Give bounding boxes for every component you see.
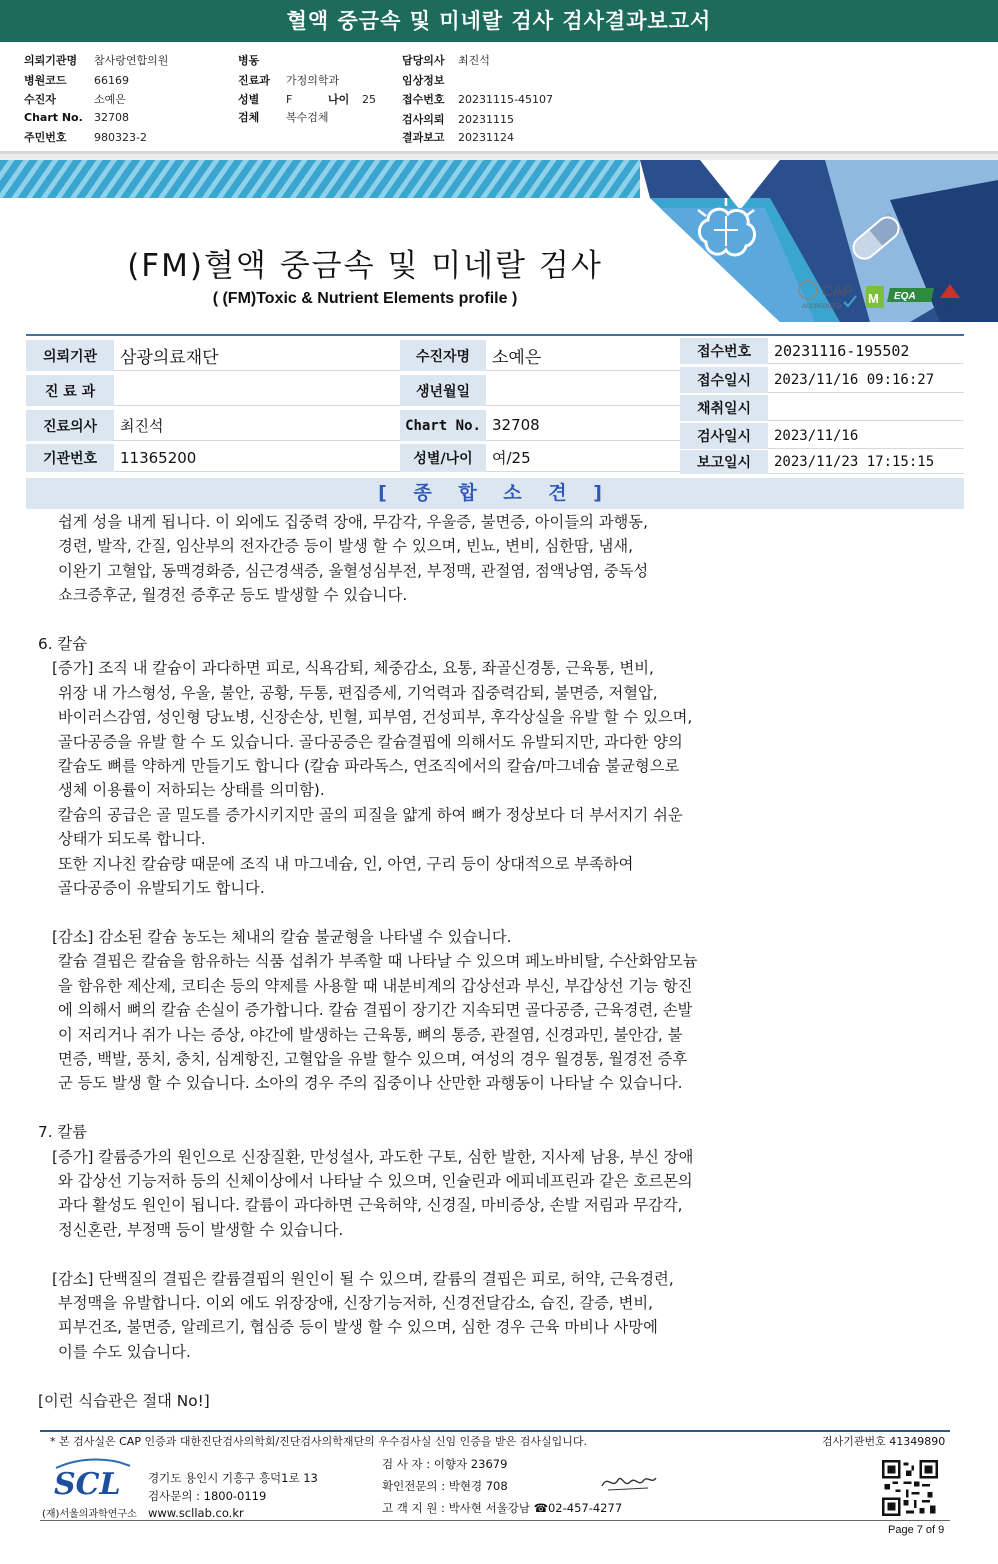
hospital-code-label: 병원코드 — [24, 74, 67, 87]
table-value-birthdate — [486, 375, 680, 406]
table-label-doctor: 진료의사 — [26, 410, 114, 441]
summary-header: [ 종 합 소 견 ] — [26, 478, 964, 509]
text-line: [감소] 감소된 칼슘 농도는 체내의 칼슘 불균형을 나타낼 수 있습니다. — [52, 927, 512, 946]
text-line: 에 의해서 뼈의 칼슘 손실이 증가합니다. 칼슘 결핍이 장기간 지속되면 골다공증, 근육경련, 손발 — [58, 1001, 693, 1020]
sex-label: 성별 — [238, 93, 260, 106]
text-line: [증가] 조직 내 칼슘이 과다하면 피로, 식욕감퇴, 체중감소, 요통, 좌골신경통, 근육통, 변비, — [52, 659, 654, 678]
report-title: 혈액 중금속 및 미네랄 검사 검사결과보고서 — [0, 0, 998, 42]
text-line: 정신혼란, 부정맥 등이 발생할 수 있습니다. — [58, 1220, 344, 1239]
clinical-row — [402, 72, 458, 88]
chart-label: Chart No. — [24, 111, 83, 124]
text-line: 을 함유한 제산제, 코티손 등의 약제를 사용할 때 내분비계의 갑상선과 부신, 부갑상선 기능 항진 — [58, 976, 693, 995]
institution-value: 참사랑연합의원 — [94, 54, 169, 67]
text-line: 칼슘 결핍은 칼슘을 함유하는 식품 섭취가 부족할 때 나타날 수 있으며 페노바비탈, 수산화암모늄 — [58, 952, 698, 971]
text-line: 이를 수도 있습니다. — [58, 1342, 191, 1361]
footer-divider — [40, 1430, 950, 1432]
summary-body — [38, 510, 918, 1413]
specimen-label: 검체 — [238, 111, 260, 124]
text-line: [증가] 칼륨증가의 원인으로 신장질환, 만성설사, 과도한 구토, 심한 발한, 지사제 남용, 부신 장애 — [52, 1147, 694, 1166]
scl-logo-icon — [52, 1458, 132, 1498]
footer-note: * 본 검사실은 CAP 인증과 대한진단검사의학회/진단검사의학재단의 우수검사실 신임 인증을 받은 검사실입니다. — [50, 1435, 588, 1448]
table-label-receipt-time: 접수일시 — [680, 367, 768, 393]
test-subtitle: ( (FM)Toxic & Nutrient Elements profile ) — [212, 290, 518, 307]
text-line: 골다공증을 유발 할 수 도 있습니다. 골다공증은 칼슘결핍에 의해서도 유발되지만, 과다한 양의 — [58, 732, 683, 751]
lm-logo-icon — [866, 286, 884, 308]
report-info-panel — [0, 42, 998, 154]
text-line: 쇼크증후군, 월경전 증후군 등도 발생할 수 있습니다. — [58, 586, 408, 605]
patient-value: 소예은 — [94, 93, 126, 106]
section-title-calcium: 6. 칼슘 — [38, 635, 88, 654]
table-value-patient-name: 소예은 — [486, 340, 680, 371]
cap-sub-text: ACCREDITED — [802, 304, 842, 310]
resident-value: 980323-2 — [94, 131, 147, 144]
table-value-institution: 삼광의료재단 — [114, 340, 400, 371]
text-line: 골다공증이 유발되기도 합니다. — [58, 879, 265, 898]
confirmer-info: 확인전문의 : 박현경 708 — [382, 1479, 508, 1493]
org-address: 경기도 용인시 기흥구 흥덕1로 13 — [148, 1471, 318, 1485]
table-label-birthdate: 생년월일 — [400, 375, 486, 406]
table-label-patient-name: 수진자명 — [400, 340, 486, 371]
text-line: 위장 내 가스형성, 우울, 불안, 공황, 두통, 편집증세, 기억력과 집중력감퇴, 불면증, 저혈압, — [58, 683, 658, 702]
result-value: 20231124 — [458, 131, 514, 144]
closing-heading: [이런 식습관은 절대 No!] — [38, 1391, 210, 1410]
resident-row — [24, 129, 147, 145]
text-line: 피부건조, 불면증, 알레르기, 협심증 등이 발생 할 수 있으며, 심한 경우 근육 마비나 사망에 — [58, 1318, 658, 1337]
hospital-code-value: 66169 — [94, 74, 129, 87]
text-line: 과다 활성도 원인이 됩니다. 칼륨이 과다하면 근육허약, 신경질, 마비증상, 손발 저림과 무감각, — [58, 1196, 683, 1215]
table-value-test-time: 2023/11/16 — [768, 423, 964, 449]
table-label-sex-age: 성별/나이 — [400, 444, 486, 472]
age-label: 나이 — [328, 93, 350, 106]
table-value-sex-age: 여/25 — [486, 444, 680, 472]
text-line: 이 저리거나 쥐가 나는 증상, 야간에 발생하는 근육통, 뼈의 통증, 관절염, 신경과민, 불안감, 불 — [58, 1025, 683, 1044]
institution-row — [24, 52, 168, 68]
text-line: 부정맥을 유발합니다. 이외 에도 위장장애, 신장기능저하, 신경전달감소, 습진, 갈증, 변비, — [58, 1293, 653, 1312]
receipt-value: 20231115-45107 — [458, 93, 553, 106]
table-value-collection-time — [768, 395, 964, 421]
test-title: (FM)혈액 중금속 및 미네랄 검사 — [127, 248, 603, 284]
page-number: Page 7 of 9 — [888, 1524, 945, 1536]
table-label-institution: 의뢰기관 — [26, 340, 114, 371]
text-line: 이완기 고혈압, 동맥경화증, 심근경색증, 울혈성심부전, 부정맥, 관절염, 점액낭염, 중독성 — [58, 561, 649, 580]
signature-icon — [598, 1470, 658, 1494]
eqa-text: EQA — [894, 291, 916, 302]
table-label-chart: Chart No. — [400, 410, 486, 441]
section-title-potassium: 7. 칼륨 — [38, 1123, 88, 1142]
table-value-receipt-no: 20231116-195502 — [768, 338, 964, 364]
text-line: 면증, 백발, 풍치, 충치, 심계항진, 고혈압을 유발 할수 있으며, 여성의 경우 월경통, 월경전 증후 — [58, 1049, 688, 1068]
patient-info-table — [26, 334, 964, 472]
table-label-dept: 진 료 과 — [26, 375, 114, 406]
footer-inst-no: 검사기관번호 41349890 — [822, 1435, 946, 1448]
text-line: 바이러스감염, 성인형 당뇨병, 신장손상, 빈혈, 피부염, 건성피부, 후각상실을 유발 할 수 있으며, — [58, 708, 693, 727]
ward-row — [238, 52, 286, 68]
support-info: 고 객 지 원 : 박사현 서울강남 ☎02-457-4277 — [382, 1501, 623, 1515]
chart-row — [24, 111, 129, 124]
doctor-row — [402, 52, 490, 68]
text-line: 칼슘도 뼈를 약하게 만들기도 합니다 (칼슘 파라독스, 연조직에서의 칼슘/마그네슘 불균형으로 — [58, 757, 680, 776]
sex-age-row — [238, 91, 376, 107]
sex-value: F — [286, 93, 293, 106]
table-value-dept — [114, 375, 400, 406]
age-value: 25 — [362, 93, 376, 106]
clinical-label: 임상정보 — [402, 74, 445, 87]
receipt-label: 접수번호 — [402, 93, 445, 106]
table-label-inst-no: 기관번호 — [26, 444, 114, 472]
table-label-report-time: 보고일시 — [680, 450, 768, 474]
receipt-row — [402, 91, 553, 107]
request-value: 20231115 — [458, 113, 514, 126]
table-label-collection-time: 채취일시 — [680, 395, 768, 421]
amab-text: AMAB — [938, 303, 959, 310]
table-label-test-time: 검사일시 — [680, 423, 768, 449]
text-line: 쉽게 성을 내게 됩니다. 이 외에도 집중력 장애, 무감각, 우울증, 불면증, 아이들의 과행동, — [58, 513, 648, 531]
institution-label: 의뢰기관명 — [24, 54, 78, 67]
hospital-code-row — [24, 72, 129, 88]
scl-logo-text: SCL — [54, 1467, 121, 1498]
text-line: [감소] 단백질의 결핍은 칼륨결핍의 원인이 될 수 있으며, 칼륨의 결핍은 피로, 허약, 근육경련, — [52, 1269, 674, 1288]
specimen-value: 복수검체 — [286, 111, 329, 124]
dept-row — [238, 72, 339, 88]
request-label: 검사의뢰 — [402, 113, 445, 126]
dept-value: 가정의학과 — [286, 74, 340, 87]
table-value-inst-no: 11365200 — [114, 444, 400, 472]
table-value-report-time: 2023/11/23 17:15:15 — [768, 450, 964, 474]
tester-info: 검 사 자 : 이향자 23679 — [382, 1457, 508, 1471]
text-line: 군 등도 발생 할 수 있습니다. 소아의 경우 주의 집중이나 산만한 과행동이 나타날 수 있습니다. — [58, 1074, 683, 1093]
table-label-receipt-no: 접수번호 — [680, 338, 768, 364]
chart-value: 32708 — [94, 111, 129, 124]
patient-row — [24, 91, 126, 107]
table-value-chart: 32708 — [486, 410, 680, 441]
text-line: 칼슘의 공급은 골 밀도를 증가시키지만 골의 피질을 얇게 하여 뼈가 정상보다 더 부서지기 쉬운 — [58, 805, 683, 824]
text-line: 생체 이용률이 저하되는 상태를 의미함). — [58, 781, 325, 800]
dept-label: 진료과 — [238, 74, 270, 87]
table-value-receipt-time: 2023/11/16 09:16:27 — [768, 367, 964, 393]
text-line: 상태가 되도록 합니다. — [58, 830, 206, 849]
eqa-logo-icon — [887, 288, 934, 302]
text-line: 경련, 발작, 간질, 임산부의 전자간증 등이 발생 할 수 있으며, 빈뇨, 변비, 심한땀, 냄새, — [58, 537, 633, 556]
request-row — [402, 111, 514, 127]
org-phone: 검사문의 : 1800-0119 — [148, 1489, 267, 1503]
org-name: (재)서울의과학연구소 — [42, 1509, 137, 1520]
patient-label: 수진자 — [24, 93, 56, 106]
org-website[interactable]: www.scllab.co.kr — [148, 1506, 244, 1520]
specimen-row — [238, 109, 329, 125]
doctor-value: 최진석 — [458, 54, 490, 67]
footer-bottom-divider — [40, 1520, 950, 1521]
table-value-doctor: 최진석 — [114, 410, 400, 441]
ward-label: 병동 — [238, 54, 260, 67]
cap-text: CAP — [822, 283, 853, 300]
doctor-label: 담당의사 — [402, 54, 445, 67]
qr-code-icon — [882, 1460, 938, 1516]
text-line: 와 갑상선 기능저하 등의 신체이상에서 나타날 수 있으며, 인슐린과 에피네프린과 같은 호르몬의 — [58, 1171, 693, 1190]
text-line: 또한 지나친 칼슘량 때문에 조직 내 마그네슘, 인, 아연, 구리 등이 상대적으로 부족하여 — [58, 854, 634, 873]
svg-text:M: M — [868, 291, 879, 306]
result-label: 결과보고 — [402, 131, 445, 144]
resident-label: 주민번호 — [24, 131, 67, 144]
result-row — [402, 129, 514, 145]
